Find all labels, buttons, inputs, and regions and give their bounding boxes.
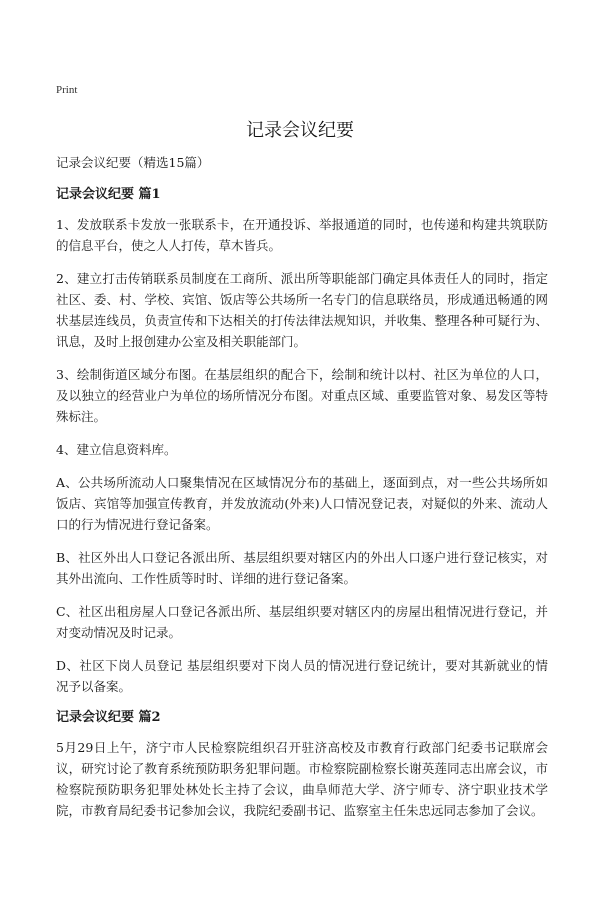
document-body: [56, 154, 548, 833]
section-2: [56, 709, 548, 821]
paragraph: 2、建立打击传销联系员制度在工商所、派出所等职能部门确定具体责任人的同时，指定社区、委、村、学校、宾馆、饭店等公共场所一名专门的信息联络员，形成通迅畅通的网状基层连线员，负责宣传和下达相关的打传法律法规知识，并收集、整理各种可疑行为、讯息，及时上报创建办公室及相关职能部门。: [56, 271, 548, 349]
paragraph: B、社区外出人口登记各派出所、基层组织要对辖区内的外出人口逐户进行登记核实，对其外出流向、工作性质等时时、详细的进行登记备案。: [56, 550, 548, 586]
section-1: [56, 186, 548, 697]
paragraph: 1、发放联系卡发放一张联系卡，在开通投诉、举报通道的同时，也传递和构建共筑联防的信息平台，使之人人打传，草木皆兵。: [56, 217, 548, 253]
document-subtitle: 记录会议纪要（精选15篇）: [56, 155, 210, 170]
paragraph: A、公共场所流动人口聚集情况在区域情况分布的基础上，逐面到点，对一些公共场所如饭店、宾馆等加强宣传教育，并发放流动(外来)人口情况登记表，对疑似的外来、流动人口的行为情况进行登记备案。: [56, 475, 548, 532]
paragraph: C、社区出租房屋人口登记各派出所、基层组织要对辖区内的房屋出租情况进行登记，并对变动情况及时记录。: [56, 604, 548, 640]
section-heading: 记录会议纪要 篇1: [56, 187, 161, 202]
paragraph: 4、建立信息资料库。: [56, 442, 177, 457]
paragraph: D、社区下岗人员登记 基层组织要对下岗人员的情况进行登记统计，要对其新就业的情 况予以备案。: [56, 658, 548, 694]
paragraph: 3、绘制街道区域分布图。在基层组织的配合下，绘制和统计以村、社区为单位的人口，及以独立的经营业户为单位的场所情况分布图。对重点区域、重要监管对象、易发区等特殊标注。: [56, 367, 548, 424]
section-heading: 记录会议纪要 篇2: [56, 710, 161, 725]
paragraph: 5月29日上午，济宁市人民检察院组织召开驻济高校及市教育行政部门纪委书记联席会议，研究讨论了教育系统预防职务犯罪问题。市检察院副检察长谢英莲同志出席会议，市检察院预防职务犯罪处林处长主持了会议，曲阜师范大学、济宁师专、济宁职业技术学院，市教育局纪委书记参加会议，我院纪委副书记、监察室主任朱忠远同志参加了会议。: [56, 740, 548, 818]
page-title: 记录会议纪要: [246, 120, 354, 141]
print-label: Print: [56, 84, 78, 96]
